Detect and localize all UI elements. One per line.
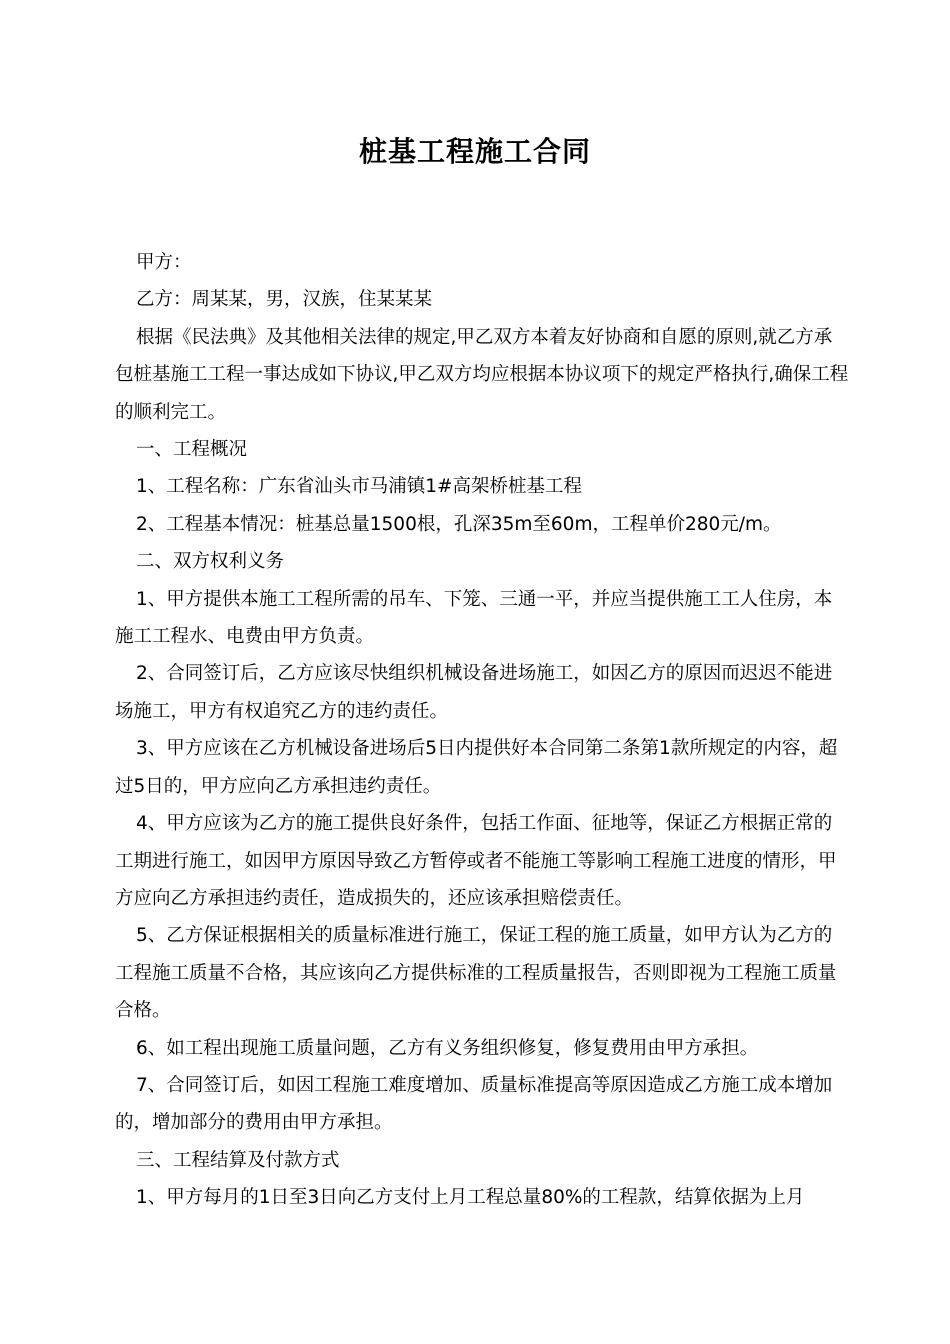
section-2-item-6: 6、如工程出现施工质量问题，乙方有义务组织修复，修复费用由甲方承担。 [136,1037,759,1059]
section-3-heading: 三、工程结算及付款方式 [136,1149,340,1171]
page-title: 桩基工程施工合同 [358,135,591,168]
contract-body [115,244,850,1217]
section-1-item-2: 2、工程基本情况：桩基总量1500根，孔深35m至60m，工程单价280元/m。 [136,513,782,535]
section-1-heading: 一、工程概况 [136,439,248,461]
section-2-item-5: 5、乙方保证根据相关的质量标准进行施工，保证工程的施工质量，如甲方认为乙方的工程施工质量不合格，其应该向乙方提供标准的工程质量报告，否则即视为工程施工质量合格。 [115,925,837,1022]
section-2-item-4: 4、甲方应该为乙方的施工提供良好条件，包括工作面、征地等，保证乙方根据正常的工期进行施工，如因甲方原因导致乙方暂停或者不能施工等影响工程施工进度的情形，甲方应向乙方承担违约责任，造成损失的，还应该承担赔偿责任。 [115,813,837,909]
section-3-item-1: 1、甲方每月的1日至3日向乙方支付上月工程总量80%的工程款，结算依据为上月 [136,1187,805,1209]
section-2-item-1: 1、甲方提供本施工工程所需的吊车、下笼、三通一平，并应当提供施工工人住房，本施工工程水、电费由甲方负责。 [115,588,833,648]
section-2-item-2: 2、合同签订后，乙方应该尽快组织机械设备进场施工，如因乙方的原因而迟迟不能进场施工，甲方有权追究乙方的违约责任。 [115,663,833,722]
section-2-item-3: 3、甲方应该在乙方机械设备进场后5日内提供好本合同第二条第1款所规定的内容，超过5日的，甲方应向乙方承担违约责任。 [115,738,838,797]
party-b-line: 乙方：周某某，男，汉族，住某某某 [136,289,433,311]
section-2-item-7: 7、合同签订后，如因工程施工难度增加、质量标准提高等原因造成乙方施工成本增加的，增加部分的费用由甲方承担。 [115,1074,833,1134]
section-1-item-1: 1、工程名称：广东省汕头市马浦镇1#高架桥桩基工程 [136,476,583,498]
section-2-heading: 二、双方权利义务 [136,551,285,573]
preamble-paragraph: 根据《民法典》及其他相关法律的规定,甲乙双方本着友好协商和自愿的原则,就乙方承包桩基施工工程一事达成如下协议,甲乙双方均应根据本协议项下的规定严格执行,确保工程的顺利完工。 [115,326,849,423]
party-a-line: 甲方： [136,252,192,273]
